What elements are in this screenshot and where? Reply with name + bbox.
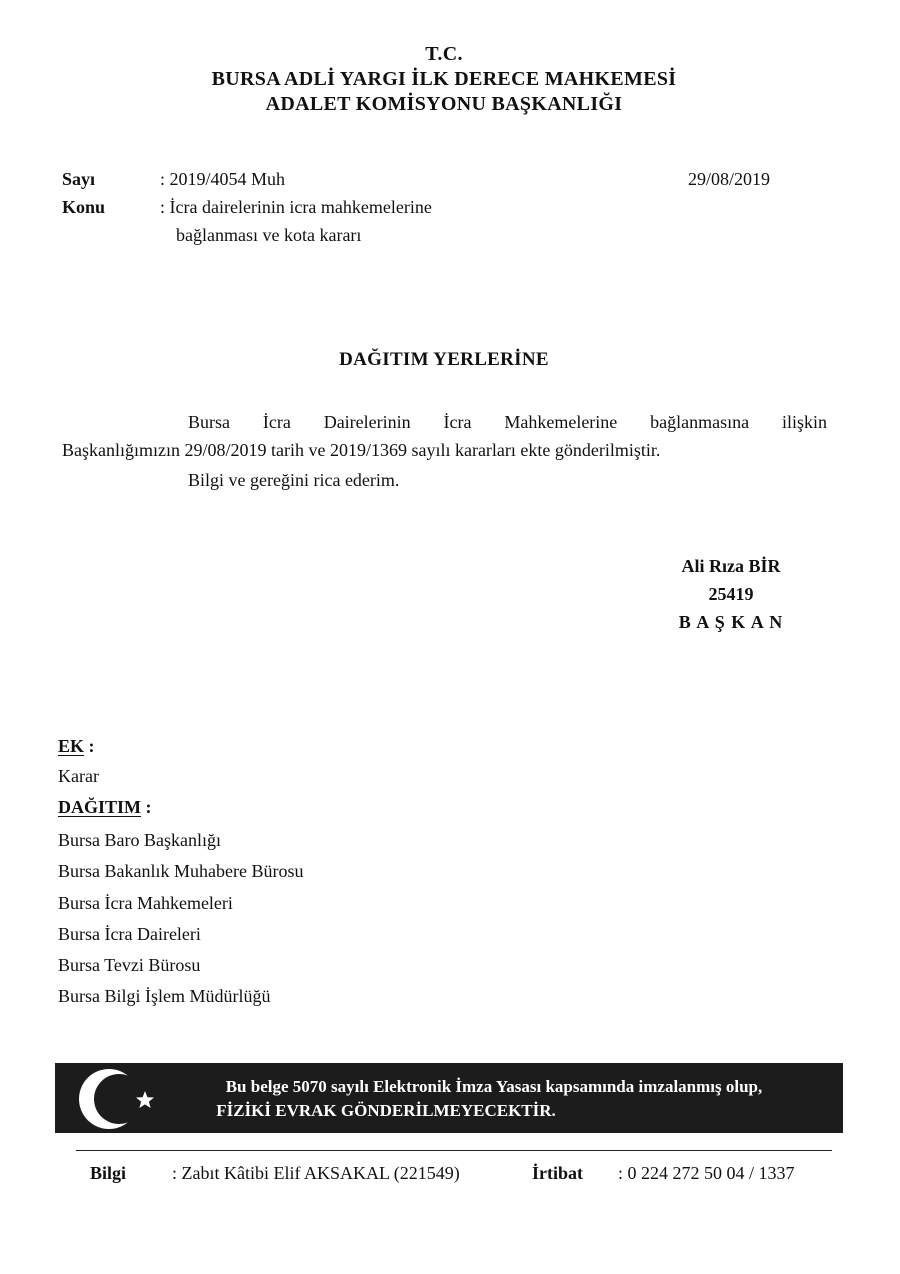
footer-bilgi-label: Bilgi xyxy=(90,1163,127,1183)
body-paragraph-line1 xyxy=(188,412,827,433)
crescent-star-icon xyxy=(65,1063,155,1133)
konu-value-line1: : İcra dairelerinin icra mahkemelerine xyxy=(160,197,432,217)
konu-label: Konu xyxy=(62,197,106,217)
footer-irtibat-value: : 0 224 272 50 04 / 1337 xyxy=(618,1163,795,1183)
header-commission-name: ADALET KOMİSYONU BAŞKANLIĞI xyxy=(265,93,623,115)
distribution-label: DAĞITIM xyxy=(58,797,142,817)
distribution-item: Bursa İcra Mahkemeleri xyxy=(58,893,233,913)
header-line-tc: T.C. xyxy=(425,43,463,65)
signatory-name: Ali Rıza BİR xyxy=(681,556,781,576)
footer-bilgi-value: : Zabıt Kâtibi Elif AKSAKAL (221549) xyxy=(172,1163,460,1183)
e-signature-banner xyxy=(55,1063,843,1133)
header-court-name: BURSA ADLİ YARGI İLK DERECE MAHKEMESİ xyxy=(211,68,677,90)
distribution-item: Bursa İcra Daireleri xyxy=(58,924,201,944)
distribution-title: DAĞITIM YERLERİNE xyxy=(339,349,549,370)
signatory-number: 25419 xyxy=(708,584,754,604)
attachments-colon: : xyxy=(88,736,95,756)
footer-irtibat-label: İrtibat xyxy=(532,1163,583,1183)
body-paragraph-line2: Başkanlığımızın 29/08/2019 tarih ve 2019/1369 sayılı kararları ekte gönderilmiştir. xyxy=(62,440,661,460)
distribution-item: Bursa Tevzi Bürosu xyxy=(58,955,201,975)
distribution-item: Bursa Baro Başkanlığı xyxy=(58,830,221,850)
sayi-label: Sayı xyxy=(62,169,96,189)
signatory-title: B A Ş K A N xyxy=(678,612,784,632)
closing-sentence: Bilgi ve gereğini rica ederim. xyxy=(188,470,400,490)
distribution-colon: : xyxy=(145,797,152,817)
distribution-item: Bursa Bilgi İşlem Müdürlüğü xyxy=(58,986,271,1006)
attachment-item: Karar xyxy=(58,766,99,786)
body-paragraph-line1-text: Bursa İcra Dairelerinin İcra Mahkemelerine bağlanmasına ilişkin xyxy=(188,412,827,432)
konu-value-line2: bağlanması ve kota kararı xyxy=(176,225,362,245)
distribution-item: Bursa Bakanlık Muhabere Bürosu xyxy=(58,861,304,881)
sayi-value: : 2019/4054 Muh xyxy=(160,169,286,189)
banner-text-line1: Bu belge 5070 sayılı Elektronik İmza Yasası kapsamında imzalanmış olup, xyxy=(225,1077,763,1096)
footer-divider xyxy=(76,1150,832,1151)
attachments-heading xyxy=(58,736,95,757)
attachments-label: EK xyxy=(58,736,85,756)
banner-text-line2: FİZİKİ EVRAK GÖNDERİLMEYECEKTİR. xyxy=(216,1101,556,1120)
document-date: 29/08/2019 xyxy=(688,169,771,189)
distribution-heading xyxy=(58,797,152,818)
